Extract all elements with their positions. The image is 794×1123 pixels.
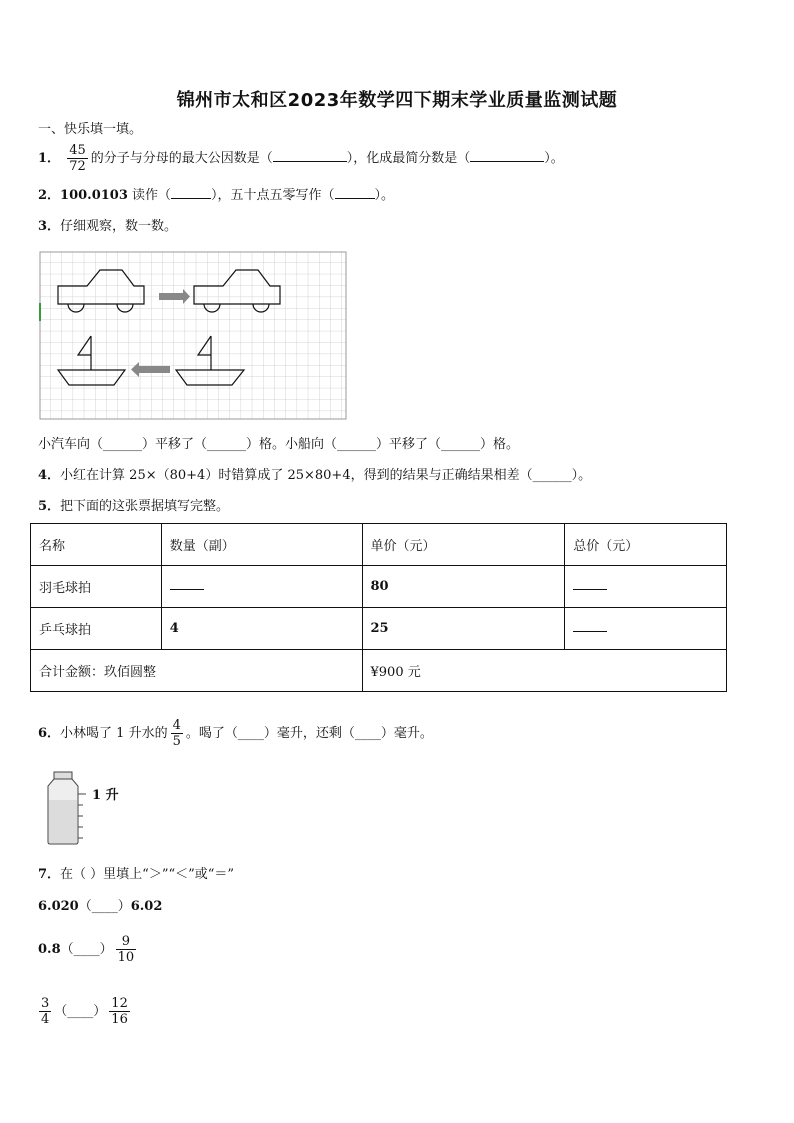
question-number: 6． xyxy=(38,726,61,741)
question-2 xyxy=(38,186,394,205)
answer-blank[interactable] xyxy=(171,186,211,199)
question-text: 读作（ xyxy=(127,188,172,203)
compare-blank[interactable]: （____） xyxy=(78,899,131,914)
table-row xyxy=(31,566,727,608)
question-text[interactable]: 。喝了（____）毫升，还剩（____）毫升。 xyxy=(185,726,433,741)
total-label: 合计金额：玖佰圆整 xyxy=(31,650,363,692)
question-text: ）。 xyxy=(374,188,395,203)
question-number: 4． xyxy=(38,468,61,483)
fraction-numerator: 9 xyxy=(116,934,137,950)
compare-left: 0.8 xyxy=(38,942,61,957)
question-number: 7． xyxy=(38,867,61,882)
table-cell-blank[interactable] xyxy=(161,566,362,608)
fraction-numerator: 12 xyxy=(111,996,128,1011)
table-row xyxy=(31,608,727,650)
table-cell: 4 xyxy=(161,608,362,650)
fraction-numerator: 45 xyxy=(69,143,86,158)
question-3 xyxy=(38,218,177,236)
section-heading: 一、快乐填一填。 xyxy=(38,122,143,137)
bottle-icon xyxy=(44,770,94,846)
table-header-row xyxy=(31,524,727,566)
fraction-denominator: 4 xyxy=(41,1012,50,1027)
question-6 xyxy=(38,718,433,749)
question-text: 小林喝了 1 升水的 xyxy=(60,726,168,741)
table-header: 数量（副） xyxy=(161,524,362,566)
fraction-denominator: 5 xyxy=(172,734,181,749)
question-number: 1． xyxy=(38,151,61,166)
compare-right: 6.02 xyxy=(130,899,163,914)
table-cell: 80 xyxy=(362,566,565,608)
page-title: 锦州市太和区2023年数学四下期末学业质量监测试题 xyxy=(176,90,618,111)
question-text: ），化成最简分数是（ xyxy=(346,151,471,166)
table-cell-blank[interactable] xyxy=(565,566,727,608)
fraction xyxy=(171,718,183,749)
question-1 xyxy=(38,143,564,174)
compare-left: 6.020 xyxy=(38,899,79,914)
question-number: 2． xyxy=(38,188,61,203)
total-value: ¥900 元 xyxy=(362,650,727,692)
answer-blank[interactable] xyxy=(273,149,347,162)
grid-background xyxy=(40,252,346,419)
question-4 xyxy=(38,467,591,485)
fraction xyxy=(67,143,88,174)
fraction-denominator: 10 xyxy=(117,950,135,965)
bottle-label: 1 升 xyxy=(92,788,119,803)
table-cell: 羽毛球拍 xyxy=(31,566,162,608)
question-text: ），五十点五零写作（ xyxy=(211,188,335,203)
compare-item-2 xyxy=(38,934,139,965)
answer-blank[interactable] xyxy=(335,186,375,199)
question-number: 3． xyxy=(38,219,61,234)
fraction-denominator: 72 xyxy=(69,159,86,174)
table-header: 单价（元） xyxy=(362,524,565,566)
number-value: 100.0103 xyxy=(60,188,128,203)
question-5 xyxy=(38,498,229,516)
receipt-table xyxy=(30,523,727,692)
table-total-row xyxy=(31,650,727,692)
grid-figure xyxy=(39,251,349,421)
question-text: 把下面的这张票据填写完整。 xyxy=(60,499,230,514)
question-text: 的分子与分母的最大公因数是（ xyxy=(90,151,273,166)
table-cell-blank[interactable] xyxy=(565,608,727,650)
fraction-numerator: 3 xyxy=(41,996,50,1011)
question-text: ）。 xyxy=(544,151,564,166)
question-7 xyxy=(38,866,234,884)
fraction-denominator: 16 xyxy=(111,1012,128,1027)
compare-blank[interactable]: （____） xyxy=(60,942,113,957)
question-number: 5． xyxy=(38,499,61,514)
answer-blank[interactable] xyxy=(470,149,544,162)
fraction xyxy=(109,996,130,1027)
question-text: 仔细观察，数一数。 xyxy=(60,219,178,234)
question-text[interactable]: 小红在计算 25×（80+4）时错算成了 25×80+4，得到的结果与正确结果相差（______）。 xyxy=(60,468,592,483)
fraction xyxy=(39,996,51,1027)
fraction xyxy=(116,934,137,965)
compare-item-3 xyxy=(36,996,133,1027)
table-cell: 25 xyxy=(362,608,565,650)
question-3-answer[interactable]: 小汽车向（______）平移了（______）格。小船向（______）平移了（______）格。 xyxy=(38,437,520,452)
compare-blank[interactable]: （____） xyxy=(54,1004,107,1019)
fraction-numerator: 4 xyxy=(172,718,181,733)
question-text: 在（ ）里填上“＞”“＜”或“＝” xyxy=(60,867,235,882)
table-header: 名称 xyxy=(31,524,162,566)
table-header: 总价（元） xyxy=(565,524,727,566)
compare-item-1 xyxy=(38,898,162,916)
table-cell: 乒乓球拍 xyxy=(31,608,162,650)
